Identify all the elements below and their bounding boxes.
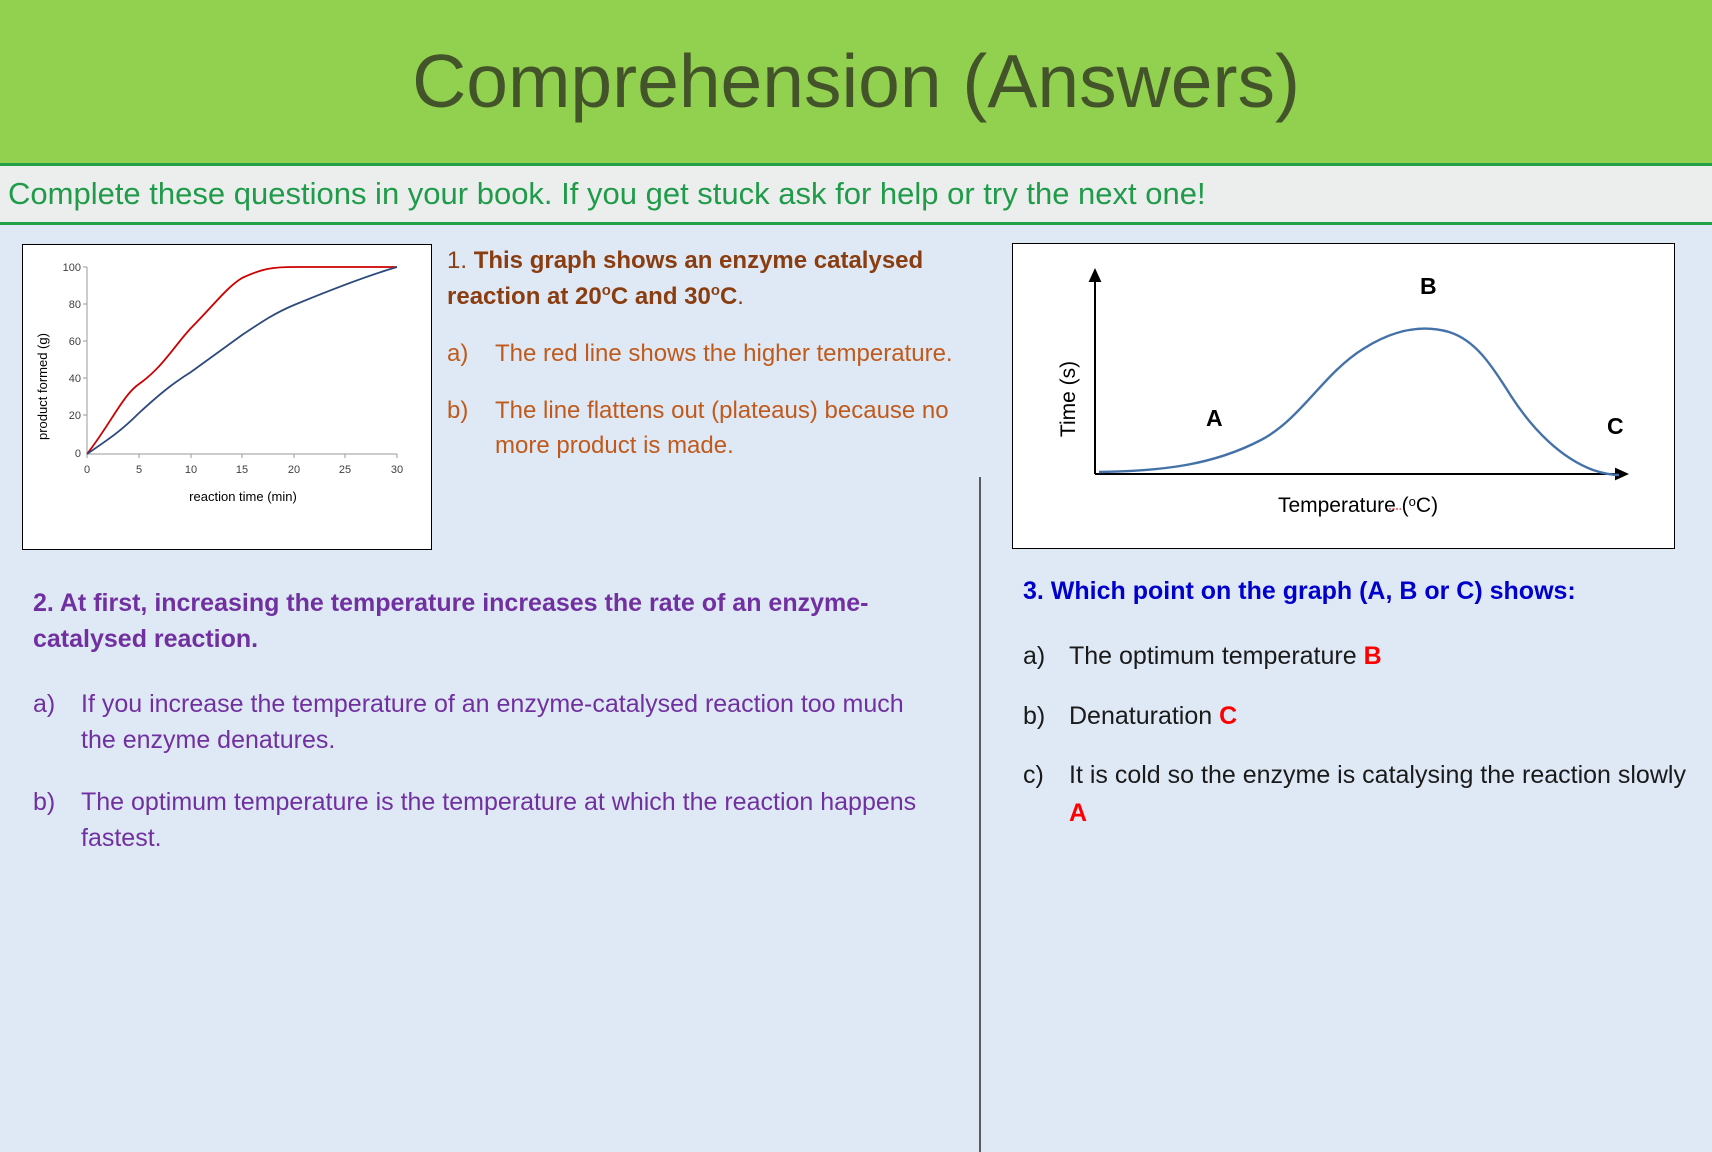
list-text-body: It is cold so the enzyme is catalysing the reaction slowly bbox=[1069, 761, 1686, 789]
question-1-heading bbox=[447, 243, 967, 315]
right-column bbox=[979, 225, 1712, 952]
chart-product-vs-time bbox=[22, 244, 432, 550]
question-1-number: 1. bbox=[447, 247, 468, 274]
list-item bbox=[33, 686, 943, 759]
list-text-body: Denaturation bbox=[1069, 701, 1220, 730]
page-title: Comprehension (Answers) bbox=[412, 39, 1300, 123]
question-2-block bbox=[33, 585, 943, 883]
list-marker: a) bbox=[447, 340, 469, 367]
chart1-svg bbox=[23, 245, 431, 549]
question-1-period: . bbox=[737, 283, 744, 310]
chart1-series-blue bbox=[87, 267, 397, 454]
svg-text:25: 25 bbox=[338, 464, 352, 476]
list-item bbox=[1023, 757, 1703, 832]
chart2-series bbox=[1099, 329, 1619, 475]
answer-letter: B bbox=[1363, 642, 1382, 670]
question-1-block bbox=[447, 243, 967, 485]
instruction-text: Complete these questions in your book. If you get stuck ask for help or try the next one! bbox=[8, 176, 1206, 211]
list-text-body: The optimum temperature bbox=[1069, 642, 1364, 670]
list-item bbox=[33, 784, 943, 857]
list-item bbox=[1023, 638, 1703, 676]
list-item bbox=[447, 337, 967, 372]
list-marker: b) bbox=[447, 396, 469, 424]
list-text: The line flattens out (plateaus) because no more product is made. bbox=[495, 396, 949, 459]
chart2-label-A: A bbox=[1206, 405, 1223, 431]
list-marker: b) bbox=[33, 788, 56, 816]
chart2-xlabel: Temperature ($^o$C) bbox=[1277, 494, 1439, 517]
svg-text:80: 80 bbox=[68, 299, 81, 311]
list-marker: a) bbox=[1023, 642, 1046, 670]
chart2-label-C: C bbox=[1607, 413, 1624, 439]
chart1-series-red bbox=[87, 267, 397, 454]
list-marker: b) bbox=[1023, 701, 1046, 730]
list-item bbox=[1023, 698, 1703, 736]
list-text: The red line shows the higher temperature. bbox=[495, 340, 953, 367]
answer-letter: A bbox=[1069, 798, 1088, 827]
list-text bbox=[1069, 638, 1703, 676]
instruction-bar bbox=[0, 163, 1712, 225]
chart2-label-B: B bbox=[1420, 273, 1437, 299]
svg-text:60: 60 bbox=[68, 336, 81, 348]
list-marker: c) bbox=[1023, 761, 1044, 789]
list-text bbox=[1069, 757, 1703, 832]
question-3-block bbox=[1023, 577, 1703, 854]
chart1-xlabel: reaction time (min) bbox=[189, 489, 297, 504]
svg-text:15: 15 bbox=[235, 464, 249, 476]
svg-text:20: 20 bbox=[68, 410, 81, 422]
list-item bbox=[447, 394, 967, 464]
question-1-statement: This graph shows an enzyme catalysed reaction at 20$^o$C and 30$^o$C bbox=[447, 247, 924, 310]
question-3-answers bbox=[1023, 638, 1703, 832]
list-text: The optimum temperature is the temperature at which the reaction happens fastest. bbox=[81, 788, 917, 853]
slide-body bbox=[0, 225, 1712, 952]
chart-time-vs-temperature bbox=[1012, 243, 1675, 549]
svg-text:0: 0 bbox=[74, 448, 81, 460]
left-column bbox=[0, 225, 979, 952]
answer-letter: C bbox=[1219, 701, 1238, 730]
question-3-heading: 3. Which point on the graph (A, B or C) shows: bbox=[1023, 577, 1576, 605]
svg-text:30: 30 bbox=[390, 464, 404, 476]
question-2-heading: 2. At first, increasing the temperature increases the rate of an enzyme-catalysed reaction. bbox=[33, 589, 869, 654]
chart2-svg bbox=[1013, 244, 1674, 548]
slide-title-bar bbox=[0, 0, 1712, 163]
svg-text:5: 5 bbox=[135, 464, 143, 476]
chart2-ylabel: Time (s) bbox=[1057, 360, 1080, 438]
question-2-answers bbox=[33, 686, 943, 857]
list-text bbox=[1069, 698, 1703, 736]
list-marker: a) bbox=[33, 689, 56, 718]
list-text: If you increase the temperature of an enzyme-catalysed reaction too much the enzyme denatures. bbox=[81, 689, 904, 754]
svg-text:20: 20 bbox=[287, 464, 301, 476]
svg-text:40: 40 bbox=[68, 373, 81, 385]
svg-text:100: 100 bbox=[62, 262, 81, 274]
svg-text:10: 10 bbox=[184, 464, 198, 476]
svg-text:0: 0 bbox=[83, 464, 91, 476]
chart1-ylabel: product formed (g) bbox=[35, 333, 50, 440]
question-1-answers bbox=[447, 337, 967, 463]
